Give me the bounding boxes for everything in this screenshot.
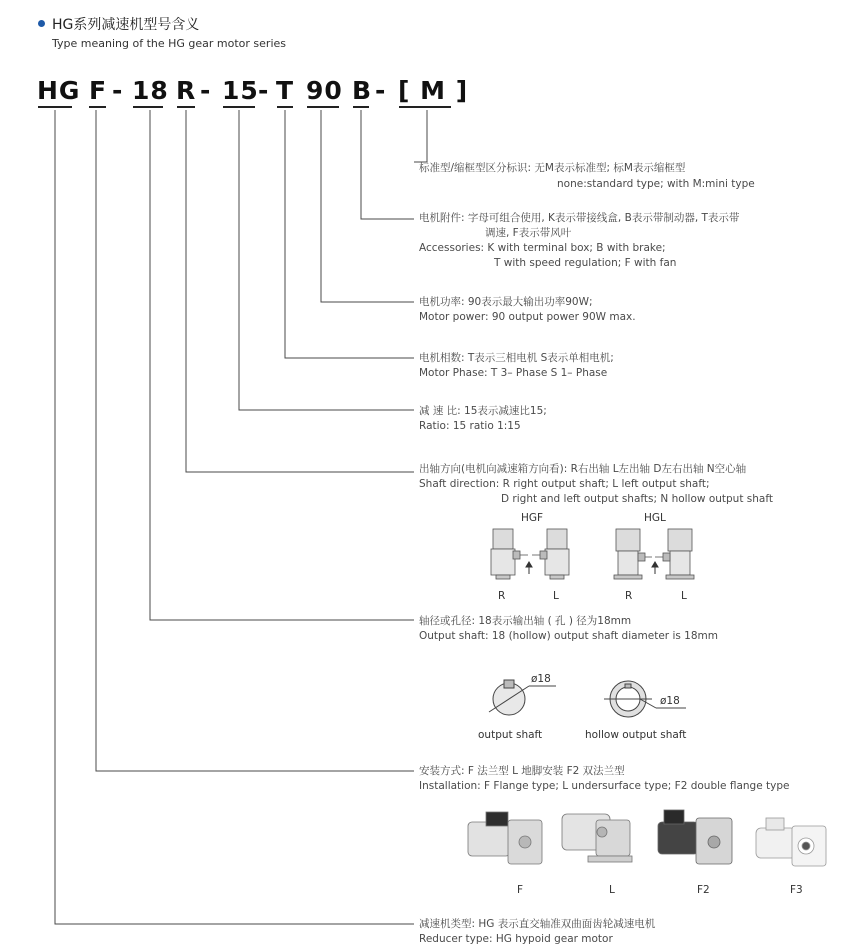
label-install-l: L: [609, 884, 615, 896]
desc-mini-zh: 标准型/缩框型区分标识: 无M表示标准型; 标M表示缩框型: [419, 162, 686, 174]
desc-installation-zh: 安装方式: F 法兰型 L 地脚安装 F2 双法兰型: [419, 765, 625, 777]
code-dash-4: -: [375, 76, 387, 105]
desc-shaft-zh: 轴径或孔径: 18表示输出轴 ( 孔 ) 径为18mm: [419, 615, 632, 627]
code-dash-1: -: [112, 76, 124, 105]
leader-power: [321, 110, 414, 302]
desc-accessories-zh-2: 调速, F表示带风叶: [485, 227, 572, 239]
output-shaft-drawing: [489, 680, 556, 715]
label-install-f: F: [517, 884, 524, 896]
product-f2: [658, 810, 732, 864]
desc-mini-en: none:standard type; with M:mini type: [557, 178, 755, 190]
desc-power-zh: 电机功率: 90表示最大输出功率90W;: [419, 296, 593, 308]
code-m: [ M ]: [398, 76, 469, 105]
desc-reducer-zh: 减速机类型: HG 表示直交轴准双曲面齿轮减速电机: [419, 918, 656, 930]
desc-accessories-en: Accessories: K with terminal box; B with brake;: [419, 242, 666, 254]
code-t: T: [276, 76, 295, 105]
product-l: [562, 814, 632, 862]
leader-reducer: [55, 110, 414, 924]
label-hgf-l: L: [553, 590, 559, 602]
label-install-f3: F3: [790, 884, 803, 896]
code-r: R: [176, 76, 197, 105]
diameter-label-hollow: ø18: [660, 695, 680, 707]
code-15: 15: [222, 76, 259, 105]
leader-shaft: [150, 110, 414, 620]
product-f3: [756, 818, 826, 866]
desc-shaft-en: Output shaft: 18 (hollow) output shaft diameter is 18mm: [419, 630, 719, 642]
code-b: B: [352, 76, 373, 105]
label-hgf: HGF: [521, 512, 544, 524]
page-subtitle: Type meaning of the HG gear motor series: [52, 37, 286, 50]
code-dash-2: -: [200, 76, 212, 105]
leader-accessories: [361, 110, 414, 219]
label-hgl-l: L: [681, 590, 687, 602]
desc-power-en: Motor power: 90 output power 90W max.: [419, 311, 636, 323]
code-90: 90: [306, 76, 343, 105]
product-f: [468, 812, 542, 864]
desc-accessories-zh: 电机附件: 字母可组合使用, K表示带接线盒, B表示带制动器, T表示带: [419, 212, 740, 224]
leader-installation: [96, 110, 414, 771]
direction-motors: [491, 529, 694, 579]
desc-direction-en-2: D right and left output shafts; N hollow output shaft: [501, 493, 773, 505]
leader-mini: [414, 110, 427, 162]
label-hgf-r: R: [498, 590, 506, 602]
desc-ratio-zh: 减 速 比: 15表示减速比15;: [419, 405, 547, 417]
desc-ratio-en: Ratio: 15 ratio 1:15: [419, 420, 521, 432]
code-hg: HG: [37, 76, 81, 105]
desc-phase-zh: 电机相数: T表示三相电机 S表示单相电机;: [419, 352, 614, 364]
caption-output-shaft: output shaft: [478, 729, 543, 741]
desc-installation-en: Installation: F Flange type; L undersurface type; F2 double flange type: [419, 780, 790, 792]
code-18: 18: [132, 76, 169, 105]
caption-hollow-shaft: hollow output shaft: [585, 729, 687, 741]
desc-reducer-en: Reducer type: HG hypoid gear motor: [419, 933, 613, 945]
desc-direction-zh: 出轴方向(电机向减速箱方向看): R右出轴 L左出轴 D左右出轴 N空心轴: [419, 463, 747, 475]
desc-phase-en: Motor Phase: T 3– Phase S 1– Phase: [419, 367, 608, 379]
label-install-f2: F2: [697, 884, 710, 896]
desc-accessories-en-2: T with speed regulation; F with fan: [494, 257, 677, 269]
diameter-label-output: ø18: [531, 673, 551, 685]
code-f: F: [89, 76, 108, 105]
leader-direction: [186, 110, 414, 472]
label-hgl-r: R: [625, 590, 633, 602]
label-hgl: HGL: [644, 512, 666, 524]
desc-direction-en: Shaft direction: R right output shaft; L left output shaft;: [419, 478, 710, 490]
code-dash-3: -: [258, 76, 270, 105]
leader-ratio: [239, 110, 414, 410]
leader-phase: [285, 110, 414, 358]
page-title: HG系列减速机型号含义: [52, 17, 200, 33]
